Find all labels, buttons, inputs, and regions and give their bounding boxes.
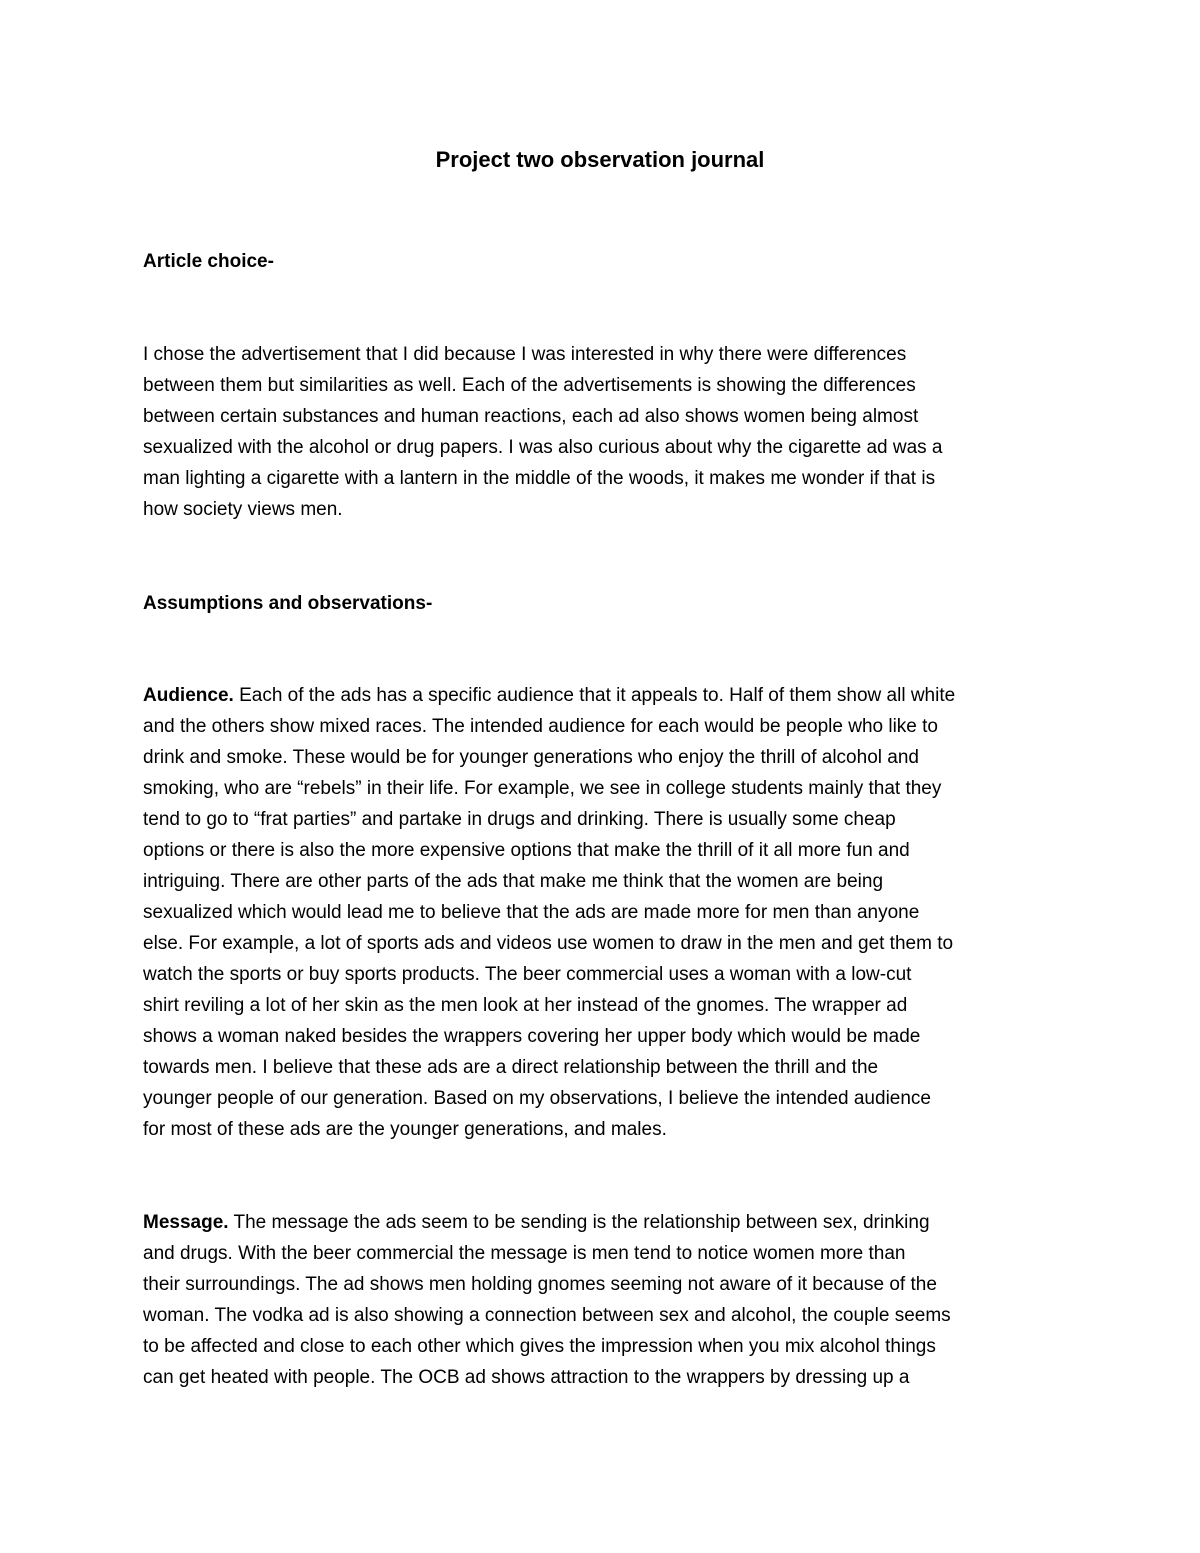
- paragraph-line: can get heated with people. The OCB ad shows attraction to the wrappers by dressing up a: [143, 1367, 910, 1388]
- section-heading-assumptions: Assumptions and observations-: [143, 593, 433, 614]
- paragraph-line: options or there is also the more expensive options that make the thrill of it all more fun and: [143, 840, 910, 861]
- paragraph-line: to be affected and close to each other which gives the impression when you mix alcohol things: [143, 1336, 936, 1357]
- section-heading-article-choice: Article choice-: [143, 251, 274, 272]
- paragraph-line: for most of these ads are the younger generations, and males.: [143, 1119, 667, 1140]
- paragraph-line: [143, 680, 1068, 711]
- audience-lead: Audience.: [143, 685, 234, 706]
- paragraph-line: shirt reviling a lot of her skin as the men look at her instead of the gnomes. The wrapper ad: [143, 995, 908, 1016]
- article-choice-paragraph: [143, 339, 1068, 525]
- audience-first-line: Each of the ads has a specific audience that it appeals to. Half of them show all white: [233, 685, 956, 706]
- paragraph-line: between certain substances and human reactions, each ad also shows women being almost: [143, 406, 919, 427]
- paragraph-line: how society views men.: [143, 499, 343, 520]
- document-title: Project two observation journal: [435, 147, 765, 172]
- message-lead: Message.: [143, 1212, 229, 1233]
- paragraph-line: towards men. I believe that these ads are a direct relationship between the thrill and the: [143, 1057, 879, 1078]
- audience-paragraph: [143, 680, 1068, 1145]
- paragraph-line: watch the sports or buy sports products. The beer commercial uses a woman with a low-cut: [143, 964, 912, 985]
- paragraph-line: else. For example, a lot of sports ads and videos use women to draw in the men and get them to: [143, 933, 954, 954]
- paragraph-line: smoking, who are “rebels” in their life. For example, we see in college students mainly that they: [143, 778, 942, 799]
- paragraph-line: woman. The vodka ad is also showing a connection between sex and alcohol, the couple seems: [143, 1305, 951, 1326]
- paragraph-line: sexualized which would lead me to believe that the ads are made more for men than anyone: [143, 902, 920, 923]
- paragraph-line: and drugs. With the beer commercial the message is men tend to notice women more than: [143, 1243, 906, 1264]
- paragraph-line: their surroundings. The ad shows men holding gnomes seeming not aware of it because of the: [143, 1274, 937, 1295]
- paragraph-line: intriguing. There are other parts of the ads that make me think that the women are being: [143, 871, 884, 892]
- paragraph-line: younger people of our generation. Based on my observations, I believe the intended audience: [143, 1088, 931, 1109]
- paragraph-line: man lighting a cigarette with a lantern in the middle of the woods, it makes me wonder if that is: [143, 468, 936, 489]
- paragraph-line: I chose the advertisement that I did because I was interested in why there were differences: [143, 344, 907, 365]
- message-paragraph: [143, 1207, 1068, 1393]
- paragraph-line: drink and smoke. These would be for younger generations who enjoy the thrill of alcohol and: [143, 747, 919, 768]
- paragraph-line: tend to go to “frat parties” and partake in drugs and drinking. There is usually some cheap: [143, 809, 896, 830]
- message-first-line: The message the ads seem to be sending is the relationship between sex, drinking: [228, 1212, 930, 1233]
- paragraph-line: and the others show mixed races. The intended audience for each would be people who like to: [143, 716, 938, 737]
- paragraph-line: [143, 1207, 1068, 1238]
- paragraph-line: sexualized with the alcohol or drug papers. I was also curious about why the cigarette ad was a: [143, 437, 943, 458]
- paragraph-line: shows a woman naked besides the wrappers covering her upper body which would be made: [143, 1026, 921, 1047]
- paragraph-line: between them but similarities as well. Each of the advertisements is showing the differences: [143, 375, 916, 396]
